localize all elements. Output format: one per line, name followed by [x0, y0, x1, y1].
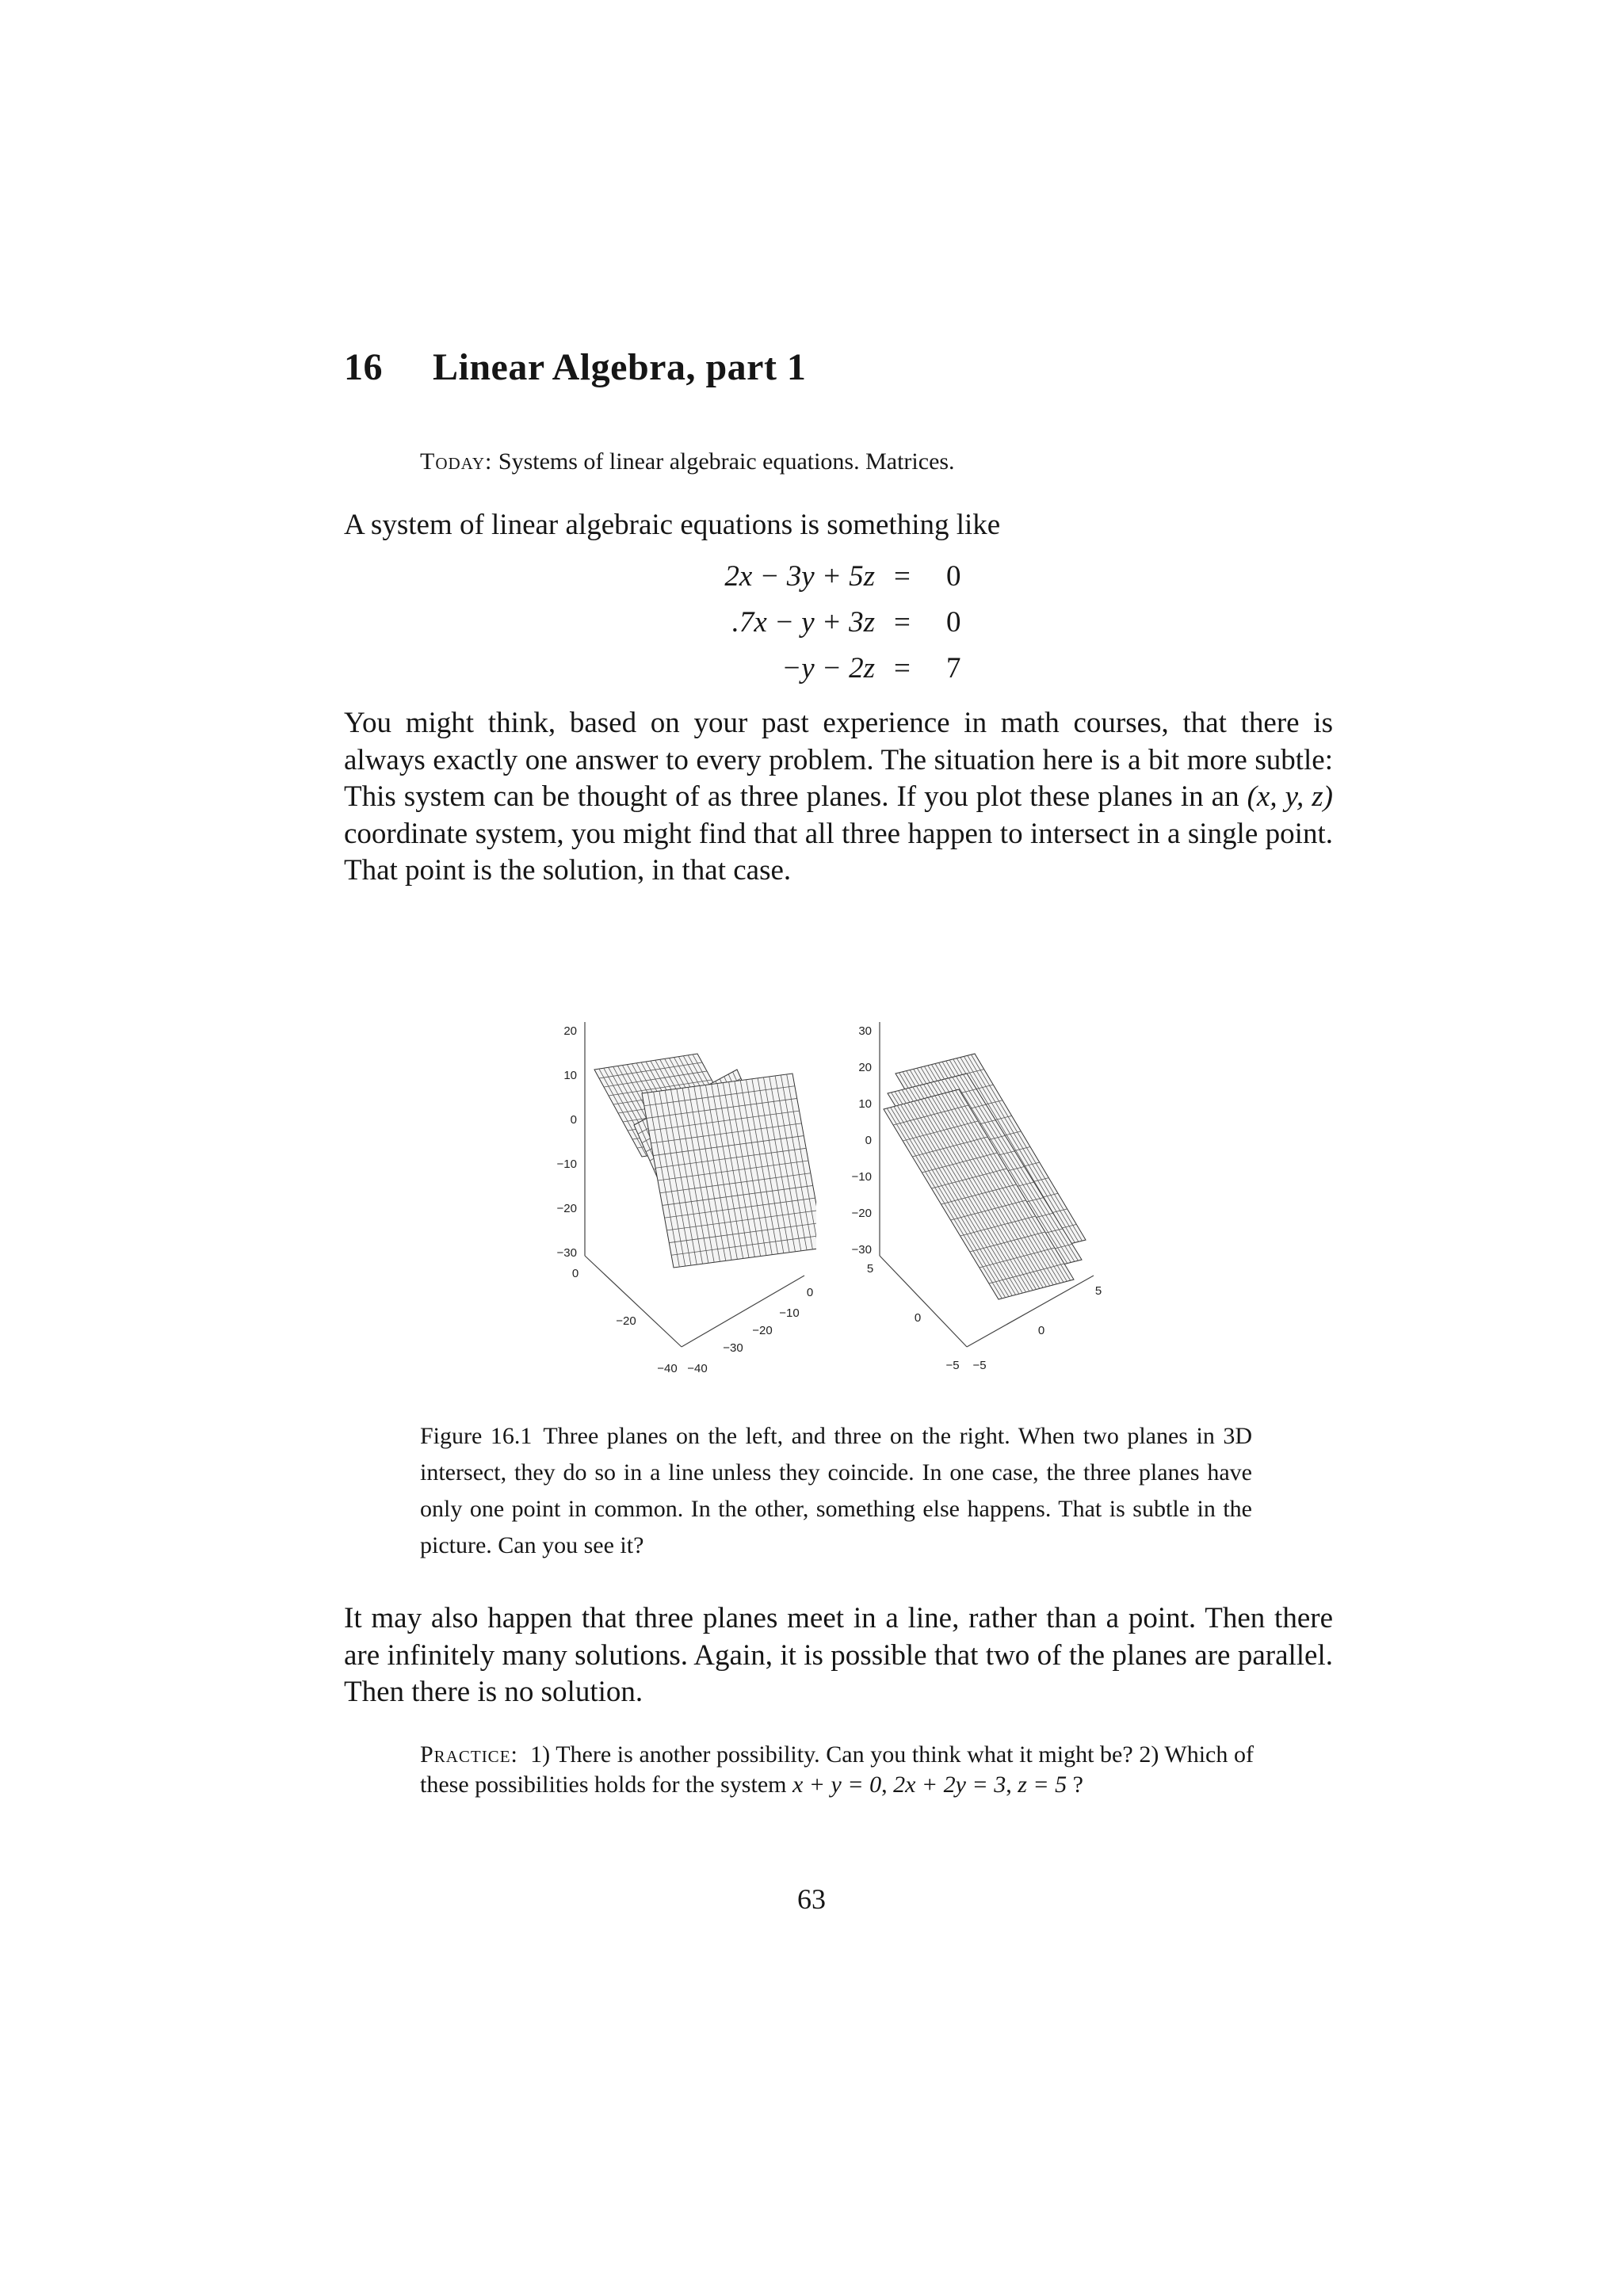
- right-plane-plot: [832, 1006, 1117, 1379]
- equation-sign: =: [894, 652, 911, 685]
- right-front-ticks: [867, 1262, 960, 1372]
- equation-lhs: .7x − y + 3z: [731, 606, 875, 639]
- paragraph-text: You might think, based on your past experience in math courses, that there is always exactly one answer to every problem. The situation here is a bit more subtle: This system can be thought of as three planes. If you plot these planes in an: [344, 707, 1333, 813]
- equation-lhs: 2x − 3y + 5z: [724, 560, 875, 593]
- page-number: 63: [797, 1883, 826, 1915]
- tick-label: −10: [779, 1306, 800, 1320]
- tick-label: 0: [570, 1113, 577, 1127]
- tick-label: −30: [851, 1243, 872, 1257]
- right-right-ticks: [972, 1284, 1102, 1372]
- tick-label: 30: [858, 1024, 872, 1038]
- separator: ,: [1006, 1772, 1018, 1798]
- equation-sign: =: [894, 606, 911, 639]
- left-front-ticks: [572, 1267, 678, 1375]
- today-note: [420, 448, 955, 475]
- intro-paragraph: A system of linear algebraic equations is something like: [344, 509, 1001, 541]
- equation-rhs: 0: [946, 560, 961, 593]
- tick-label: 20: [563, 1024, 577, 1038]
- front-axis: [880, 1256, 967, 1347]
- tick-label: 10: [563, 1069, 577, 1082]
- equation-rhs: 7: [946, 652, 961, 685]
- tick-label: 5: [866, 1262, 874, 1276]
- left-plane-plot: [547, 1006, 816, 1379]
- left-z-ticks: [557, 1024, 577, 1260]
- right-z-ticks: [852, 1024, 872, 1257]
- equation-row: [0, 605, 1623, 651]
- paragraph-text: coordinate system, you might find that all three happen to intersect in a single point. That point is the solution, in that case.: [344, 817, 1333, 887]
- inline-math: (x, y, z): [1247, 780, 1333, 813]
- tick-label: 0: [571, 1267, 579, 1280]
- tick-label: −20: [752, 1324, 773, 1337]
- tick-label: 5: [1094, 1284, 1102, 1298]
- tick-label: −20: [851, 1207, 872, 1220]
- practice-label: Practice:: [420, 1741, 518, 1768]
- left-plot-surfaces: [594, 1054, 816, 1268]
- tick-label: −20: [556, 1202, 577, 1215]
- inline-math: z = 5: [1018, 1772, 1067, 1798]
- equation-lhs: −y − 2z: [781, 652, 875, 685]
- practice-end: ?: [1067, 1772, 1083, 1798]
- tick-label: −10: [851, 1170, 872, 1184]
- today-label: Today:: [420, 448, 493, 475]
- section-title: Linear Algebra, part 1: [433, 346, 807, 388]
- tick-label: −40: [687, 1362, 708, 1375]
- tick-label: −40: [657, 1362, 678, 1375]
- tick-label: −30: [556, 1246, 577, 1260]
- tick-label: −5: [945, 1359, 960, 1372]
- inline-math: x + y = 0: [792, 1772, 882, 1798]
- body-paragraph-2: It may also happen that three planes meet in a line, rather than a point. Then there are infinitely many solutions. Again, it is possible that two of the planes are parallel. Then there is no solution.: [344, 1602, 1333, 1708]
- tick-label: 0: [1037, 1324, 1045, 1337]
- equation-sign: =: [894, 560, 911, 593]
- practice-note: [420, 1740, 1254, 1800]
- tick-label: 0: [806, 1286, 814, 1299]
- tick-label: 0: [865, 1134, 872, 1147]
- tick-label: 0: [914, 1311, 922, 1325]
- tick-label: −5: [972, 1359, 987, 1372]
- today-text: Systems of linear algebraic equations. Matrices.: [498, 448, 955, 475]
- tick-label: −10: [556, 1158, 577, 1171]
- right-plot-surfaces: [884, 1054, 1086, 1299]
- separator: ,: [881, 1772, 894, 1798]
- left-right-ticks: [687, 1286, 813, 1375]
- tick-label: 20: [858, 1061, 872, 1074]
- caption-text: Three planes on the left, and three on the right. When two planes in 3D intersect, they do so in a line unless they coincide. In one case, the three planes have only one point in common. In the other, something else happens. That is subtle in the picture. Can you see it?: [420, 1423, 1252, 1558]
- section-number: 16: [344, 346, 383, 388]
- tick-label: −30: [723, 1341, 743, 1355]
- figure-label: Figure 16.1: [420, 1423, 533, 1449]
- front-axis: [585, 1256, 682, 1347]
- section-heading: [344, 345, 806, 389]
- equation-row: [0, 559, 1623, 605]
- practice-text: 1) There is another possibility. Can you think what it might be? 2) Which of these possibilities holds for the system: [420, 1741, 1254, 1798]
- body-paragraph: [344, 705, 1333, 890]
- equation-rhs: 0: [946, 606, 961, 639]
- inline-math: 2x + 2y = 3: [893, 1772, 1006, 1798]
- figure-caption: [420, 1418, 1252, 1564]
- equation-row: [0, 651, 1623, 697]
- tick-label: 10: [858, 1097, 872, 1111]
- tick-label: −20: [616, 1314, 636, 1328]
